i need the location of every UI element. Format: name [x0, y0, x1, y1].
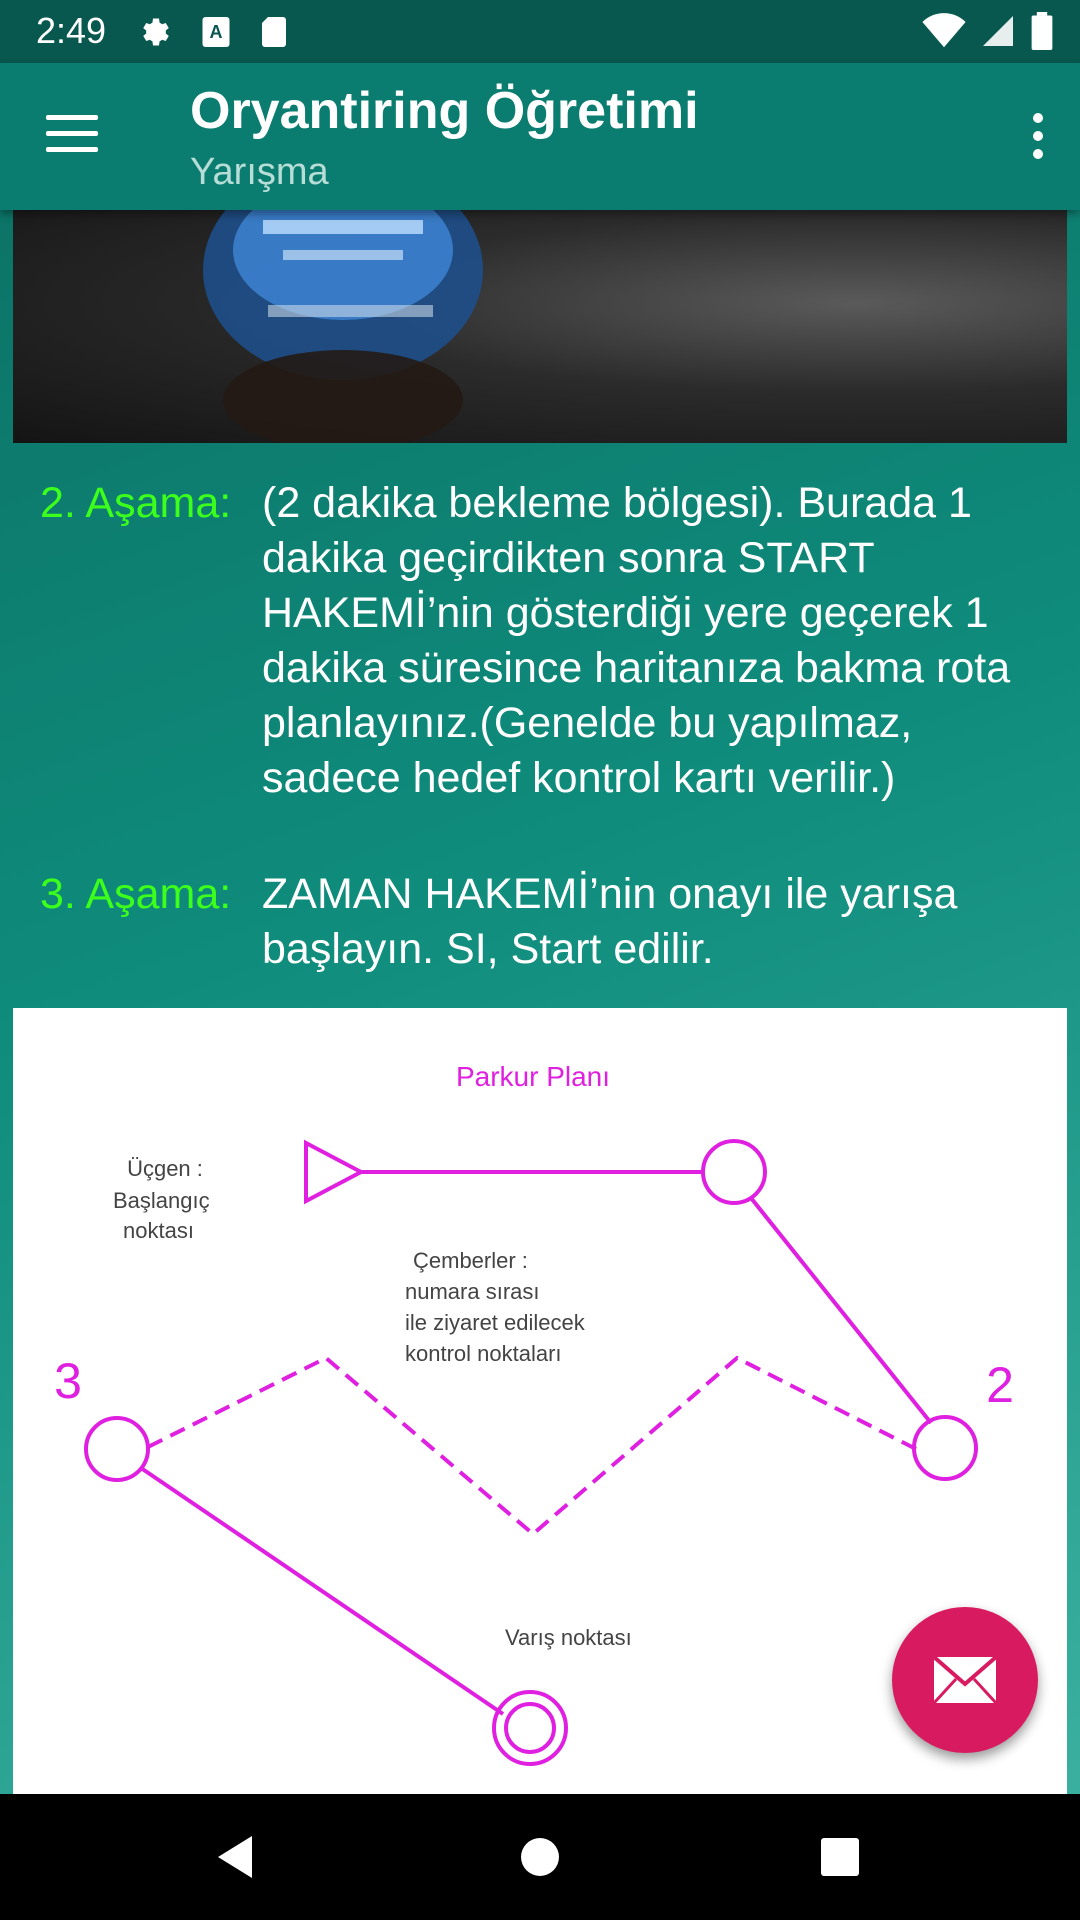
mail-icon — [892, 1607, 1038, 1753]
sd-card-icon — [256, 14, 292, 50]
start-triangle — [306, 1143, 361, 1201]
circle-note-line-3: ile ziyaret edilecek — [405, 1310, 585, 1335]
status-time: 2:49 — [36, 10, 107, 51]
home-icon[interactable] — [515, 1832, 565, 1882]
battery-icon — [1030, 12, 1054, 50]
content-photo — [13, 210, 1067, 443]
control-circle-1 — [703, 1141, 765, 1203]
start-note-line-3: noktası — [123, 1218, 194, 1243]
app-subtitle: Yarışma — [190, 151, 329, 193]
status-bar — [0, 0, 1080, 63]
control-number-2: 2 — [986, 1357, 1014, 1413]
control-circle-2 — [914, 1417, 976, 1479]
app-title: Oryantiring Öğretimi — [190, 82, 699, 140]
diagram-title: Parkur Planı — [455, 1061, 611, 1092]
more-options-icon[interactable] — [1026, 113, 1050, 163]
start-note-line-2: Başlangıç — [113, 1188, 210, 1213]
settings-icon — [138, 14, 174, 50]
menu-icon[interactable] — [46, 115, 98, 155]
text-a-icon — [198, 14, 234, 50]
stage-2-label: 2. Aşama: — [40, 479, 232, 527]
mail-fab-button[interactable] — [892, 1607, 1038, 1753]
wifi-icon — [922, 13, 966, 49]
finish-note: Varış noktası — [505, 1625, 632, 1650]
circle-note-line-1: Çemberler : — [413, 1248, 528, 1273]
app-bar — [0, 63, 1080, 210]
circle-note-line-2: numara sırası — [405, 1279, 540, 1304]
stage-3-text: ZAMAN HAKEMİ’nin onayı ile yarışa başlayın. SI, Start edilir. — [262, 870, 958, 973]
stage-3-label: 3. Aşama: — [40, 870, 232, 918]
circle-note-line-4: kontrol noktaları — [405, 1341, 562, 1366]
svg-text:A: A — [209, 22, 223, 42]
control-circle-3 — [86, 1418, 148, 1480]
signal-icon — [980, 13, 1016, 49]
start-note-line-1: Üçgen : — [127, 1156, 203, 1181]
control-number-3: 3 — [54, 1353, 82, 1409]
stage-2-text: (2 dakika bekleme bölgesi). Burada 1 dakika geçirdikten sonra START HAKEMİ’nin gösterdiği yere geçerek 1 dakika süresince haritanıza bakma rota planlayınız.(Genelde bu yapılmaz, sadece hedef kontrol kartı verilir.) — [262, 479, 1011, 802]
back-icon[interactable] — [212, 1832, 262, 1882]
navigation-bar — [0, 1794, 1080, 1920]
recents-icon[interactable] — [815, 1832, 865, 1882]
